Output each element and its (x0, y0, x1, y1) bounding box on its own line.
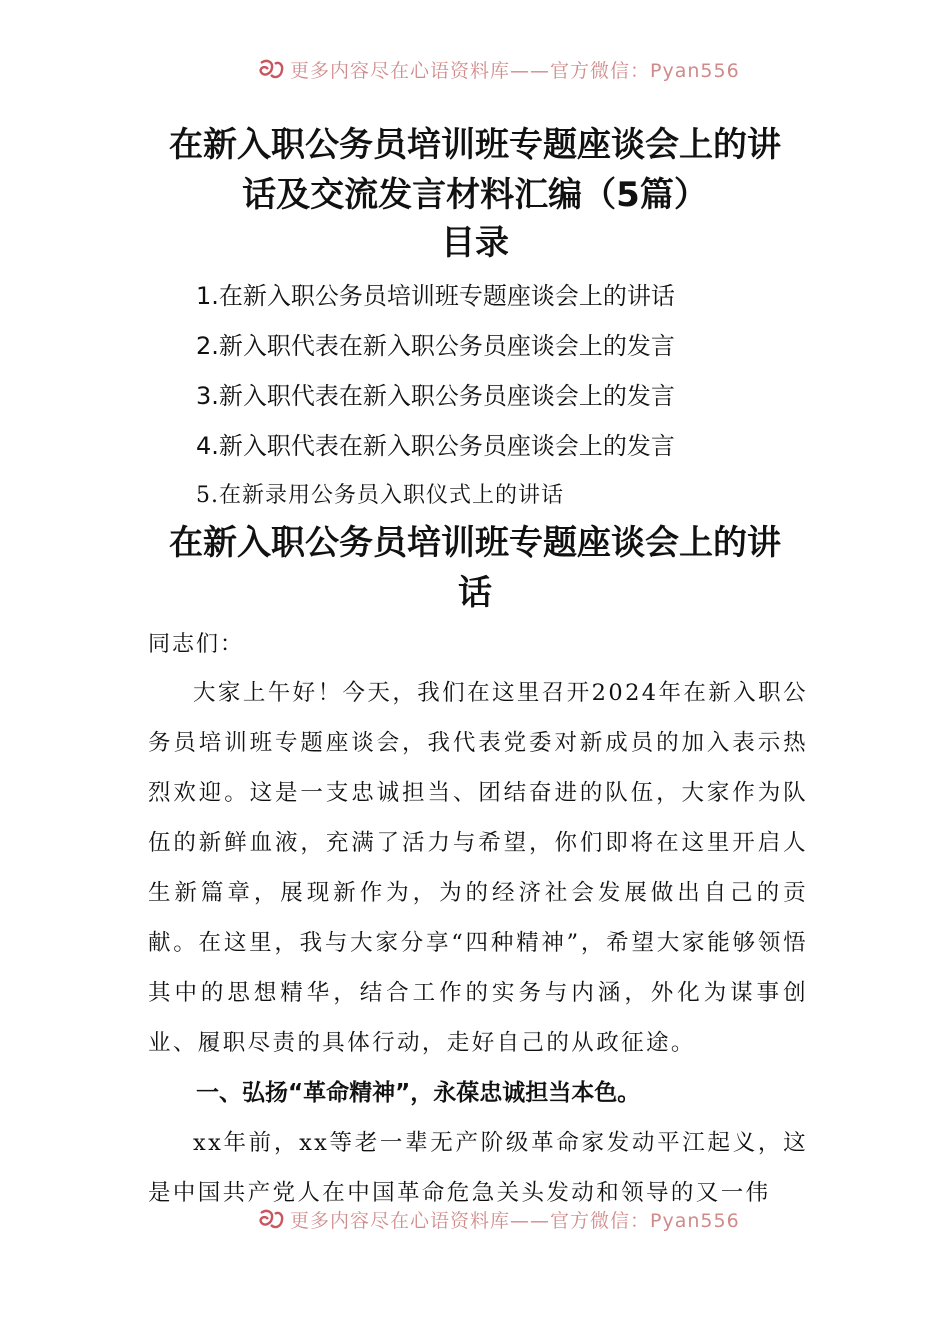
watermark-logo-icon (258, 59, 284, 81)
section-title-line1: 在新入职公务员培训班专题座谈会上的讲 (169, 523, 781, 563)
document-title-line2: 话及交流发言材料汇编（5篇） (242, 175, 708, 215)
section-title-line2: 话 (458, 573, 492, 613)
watermark-text: 更多内容尽在心语资料库——官方微信：Pyan556 (290, 60, 740, 82)
toc-item-4: 4.新入职代表在新入职公务员座谈会上的发言 (196, 432, 675, 460)
watermark-bottom (0, 1202, 950, 1232)
paragraph-2: xx年前，xx等老一辈无产阶级革命家发动平江起义，这是中国共产党人在中国革命危急关头发动和领导的又一伟 (148, 1130, 808, 1206)
section-heading-1: 一、弘扬“革命精神”，永葆忠诚担当本色。 (196, 1080, 641, 1106)
watermark-text: 更多内容尽在心语资料库——官方微信：Pyan556 (290, 1210, 740, 1232)
paragraph-1: 大家上午好！今天，我们在这里召开2024年在新入职公务员培训班专题座谈会，我代表党委对新成员的加入表示热烈欢迎。这是一支忠诚担当、团结奋进的队伍，大家作为队伍的新鲜血液，充满了活力与希望，你们即将在这里开启人生新篇章，展现新作为，为的经济社会发展做出自己的贡献。在这里，我与大家分享“四种精神”，希望大家能够领悟其中的思想精华，结合工作的实务与内涵，外化为谋事创业、履职尽责的具体行动，走好自己的从政征途。 (148, 680, 808, 1056)
watermark-logo-icon (258, 1209, 284, 1231)
toc-item-3: 3.新入职代表在新入职公务员座谈会上的发言 (196, 382, 675, 410)
toc-item-5: 5.在新录用公务员入职仪式上的讲话 (196, 483, 564, 508)
toc-item-2: 2.新入职代表在新入职公务员座谈会上的发言 (196, 332, 675, 360)
document-title-line1: 在新入职公务员培训班专题座谈会上的讲 (169, 125, 781, 165)
salutation: 同志们： (148, 632, 245, 657)
watermark-top (0, 54, 950, 84)
toc-heading: 目录 (441, 223, 509, 263)
toc-item-1: 1.在新入职公务员培训班专题座谈会上的讲话 (196, 282, 675, 310)
